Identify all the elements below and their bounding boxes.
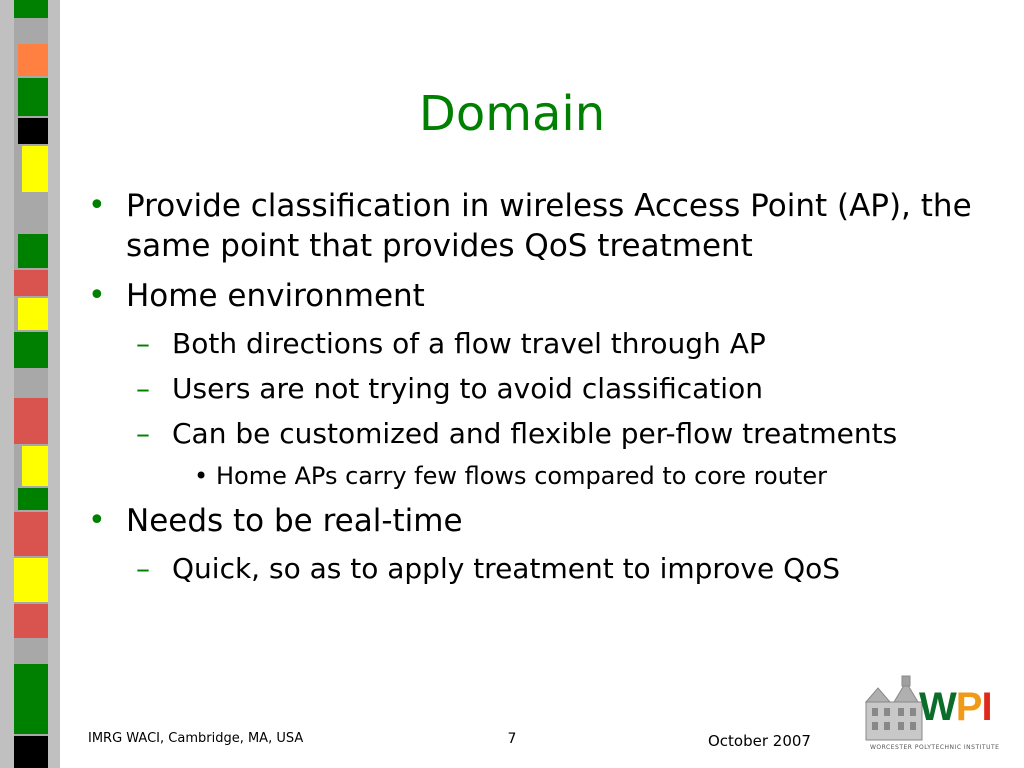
slide-title: Domain (418, 86, 606, 142)
dash-marker: – (136, 552, 150, 585)
sub-bullet-text: Both directions of a flow travel through AP (172, 327, 766, 360)
logo-tagline: WORCESTER POLYTECHNIC INSTITUTE (870, 744, 1000, 751)
footer-venue: IMRG WACI, Cambridge, MA, USA (88, 731, 304, 746)
bullet-item (88, 501, 988, 541)
bullet-marker: • (88, 503, 106, 538)
sub-bullet-item (88, 326, 988, 362)
footer-date: October 2007 (708, 732, 811, 750)
sub-bullet-item (88, 416, 988, 452)
sub-bullet-text: Users are not trying to avoid classification (172, 372, 763, 405)
campus-building-icon (864, 674, 924, 744)
bullet-marker: • (88, 278, 106, 313)
sub-bullet-text: Quick, so as to apply treatment to improve QoS (172, 552, 841, 585)
wpi-logo (864, 674, 1014, 758)
page-number: 7 (507, 731, 517, 747)
bullet-list (88, 186, 988, 596)
dash-marker: – (136, 372, 150, 405)
sub-bullet-item (88, 551, 988, 587)
sub-bullet-item (88, 371, 988, 407)
sub-sub-bullet-item (88, 461, 988, 491)
bullet-marker: • (194, 462, 209, 490)
bullet-text: Provide classification in wireless Access Point (AP), the same point that provides QoS treatment (126, 188, 972, 264)
sub-sub-bullet-text: Home APs carry few flows compared to core router (216, 462, 827, 490)
bullet-text: Needs to be real-time (126, 503, 463, 539)
bullet-item (88, 276, 988, 316)
sub-bullet-text: Can be customized and flexible per-flow treatments (172, 417, 898, 450)
dash-marker: – (136, 417, 150, 450)
bullet-item (88, 186, 988, 266)
bullet-marker: • (88, 188, 106, 223)
bullet-text: Home environment (126, 278, 425, 314)
dash-marker: – (136, 327, 150, 360)
wpi-letters: WPI (919, 685, 992, 729)
